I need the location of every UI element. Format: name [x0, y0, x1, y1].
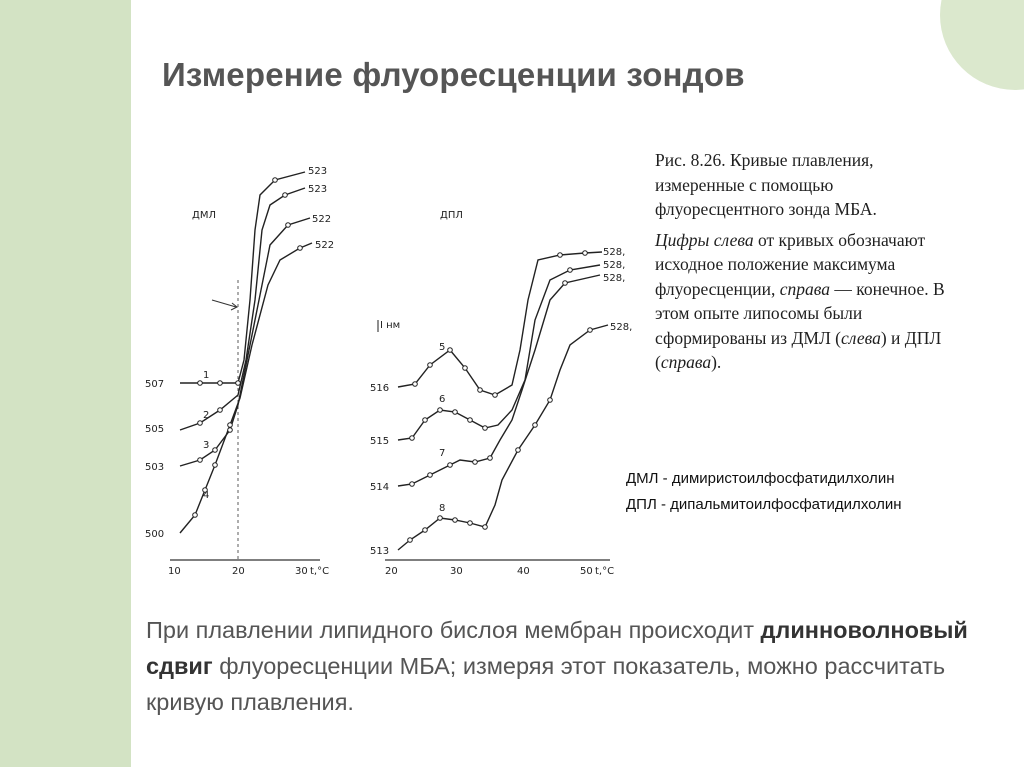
- data-point: [438, 408, 443, 413]
- data-point: [548, 398, 553, 403]
- left-x-tick-10: 10: [168, 566, 181, 577]
- left-curve-2-start: 505: [145, 424, 165, 435]
- data-point: [488, 456, 493, 461]
- definition-dml: ДМЛ - димиристоилфосфатидилхолин: [626, 470, 895, 487]
- data-point: [286, 223, 291, 228]
- left-curve-1-end: 523: [308, 166, 328, 177]
- right-x-tick-30: 30: [450, 566, 463, 577]
- data-point: [588, 328, 593, 333]
- data-point: [493, 393, 498, 398]
- caption-text-f: ) и ДПЛ (: [655, 327, 942, 372]
- data-point: [533, 423, 538, 428]
- data-point: [410, 436, 415, 441]
- abbreviation-definitions: [626, 466, 1021, 518]
- right-curve-7-end: 528,: [603, 273, 626, 284]
- side-decorative-band: [0, 0, 131, 767]
- left-curve-1-start: 507: [145, 379, 165, 390]
- left-curve-4-number: 4: [203, 490, 210, 501]
- data-point: [563, 281, 568, 286]
- right-curve-5-end: 528,: [603, 247, 626, 258]
- left-curve-2-end: 523: [308, 184, 328, 195]
- left-curve-3-number: 3: [203, 440, 210, 451]
- body-text-part-1: При плавлении липидного бислоя мембран происходит: [146, 617, 761, 643]
- right-curve-8: [398, 325, 608, 550]
- data-point: [236, 381, 241, 386]
- right-curve-5-start: 516: [370, 383, 390, 394]
- caption-italic-c: справа: [779, 278, 831, 299]
- right-panel-curves: [398, 252, 608, 550]
- data-point: [218, 408, 223, 413]
- data-point: [438, 516, 443, 521]
- right-x-tick-40: 40: [517, 566, 530, 577]
- data-point: [283, 193, 288, 198]
- caption-line-2: [655, 228, 955, 375]
- right-curve-7-start: 514: [370, 482, 390, 493]
- data-point: [583, 251, 588, 256]
- data-point: [410, 482, 415, 487]
- body-text-bold: длинноволновый сдвиг: [146, 617, 968, 679]
- right-curve-6: [398, 265, 600, 440]
- data-point: [568, 268, 573, 273]
- right-curve-8-end: 528,: [610, 322, 633, 333]
- slide-title: Измерение флуоресценции зондов: [162, 56, 745, 93]
- right-panel-label: ДПЛ: [440, 210, 463, 221]
- data-point: [516, 448, 521, 453]
- left-curve-1-number: 1: [203, 370, 210, 381]
- left-curve-3-start: 503: [145, 462, 165, 473]
- melting-curves-svg: [140, 140, 640, 590]
- data-point: [483, 426, 488, 431]
- data-point: [453, 410, 458, 415]
- right-x-tick-20: 20: [385, 566, 398, 577]
- data-point: [558, 253, 563, 258]
- right-x-tick-50: 50: [580, 566, 593, 577]
- left-x-tick-30: 30: [295, 566, 308, 577]
- right-curve-5: [398, 252, 602, 395]
- data-point: [423, 418, 428, 423]
- definition-dpl: ДПЛ - дипальмитоилфосфатидилхолин: [626, 496, 902, 513]
- left-panel-label: ДМЛ: [192, 210, 216, 221]
- data-point: [198, 381, 203, 386]
- data-point: [423, 528, 428, 533]
- right-curve-8-number: 8: [439, 503, 446, 514]
- data-point: [448, 348, 453, 353]
- right-curve-6-number: 6: [439, 394, 446, 405]
- data-point: [468, 521, 473, 526]
- right-curve-6-start: 515: [370, 436, 390, 447]
- data-point: [463, 366, 468, 371]
- data-point: [228, 428, 233, 433]
- data-point: [483, 525, 488, 530]
- left-x-axis-label: t,°C: [310, 566, 330, 577]
- right-curve-8-start: 513: [370, 546, 390, 557]
- right-curve-7-number: 7: [439, 448, 446, 459]
- left-curve-2-number: 2: [203, 410, 210, 421]
- data-point: [198, 421, 203, 426]
- right-curve-7: [398, 275, 600, 486]
- data-point: [478, 388, 483, 393]
- left-curve-4: [180, 243, 312, 533]
- left-curve-4-start: 500: [145, 529, 165, 540]
- data-point: [213, 448, 218, 453]
- caption-italic-g: справа: [660, 352, 712, 372]
- left-panel-curves: [180, 172, 312, 533]
- caption-text-d: — конечное. В этом опыте липосомы были сформированы из ДМЛ (: [655, 278, 945, 348]
- data-point: [453, 518, 458, 523]
- data-point: [473, 460, 478, 465]
- data-point: [213, 463, 218, 468]
- right-curve-5-number: 5: [439, 342, 446, 353]
- left-panel-labels: [145, 166, 334, 577]
- data-point: [273, 178, 278, 183]
- data-point: [448, 463, 453, 468]
- data-point: [408, 538, 413, 543]
- data-point: [228, 423, 233, 428]
- caption-text-h: ).: [711, 352, 722, 372]
- right-panel-points: [408, 251, 593, 543]
- data-point: [298, 246, 303, 251]
- data-point: [428, 473, 433, 478]
- right-curve-6-end: 528,: [603, 260, 626, 271]
- caption-text-b: от кривых обозначают исходное положение максимума флуоресценции,: [655, 229, 926, 299]
- left-curve-1: [180, 172, 305, 383]
- right-panel-labels: [370, 210, 632, 577]
- left-curve-3-end: 522: [312, 214, 332, 225]
- right-y-axis-label: I нм: [380, 320, 401, 331]
- corner-decorative-circle: [940, 0, 1024, 90]
- caption-line-1: Рис. 8.26. Кривые плавления, измеренные с помощью флуоресцентного зонда МБА.: [655, 150, 877, 219]
- caption-italic-a: Цифры слева: [655, 229, 754, 250]
- data-point: [428, 363, 433, 368]
- figure-caption: [655, 148, 955, 381]
- left-curve-4-end: 522: [315, 240, 335, 251]
- data-point: [218, 381, 223, 386]
- left-curve-3: [180, 218, 310, 466]
- melting-curves-figure: [140, 140, 640, 590]
- data-point: [198, 458, 203, 463]
- left-x-tick-20: 20: [232, 566, 245, 577]
- data-point: [413, 382, 418, 387]
- body-text-part-2: флуоресценции МБА; измеряя этот показатель, можно рассчитать кривую плавления.: [146, 653, 946, 715]
- data-point: [193, 513, 198, 518]
- caption-italic-e: слева: [841, 327, 881, 348]
- body-paragraph: [146, 612, 976, 720]
- data-point: [468, 418, 473, 423]
- right-x-axis-label: t,°C: [595, 566, 615, 577]
